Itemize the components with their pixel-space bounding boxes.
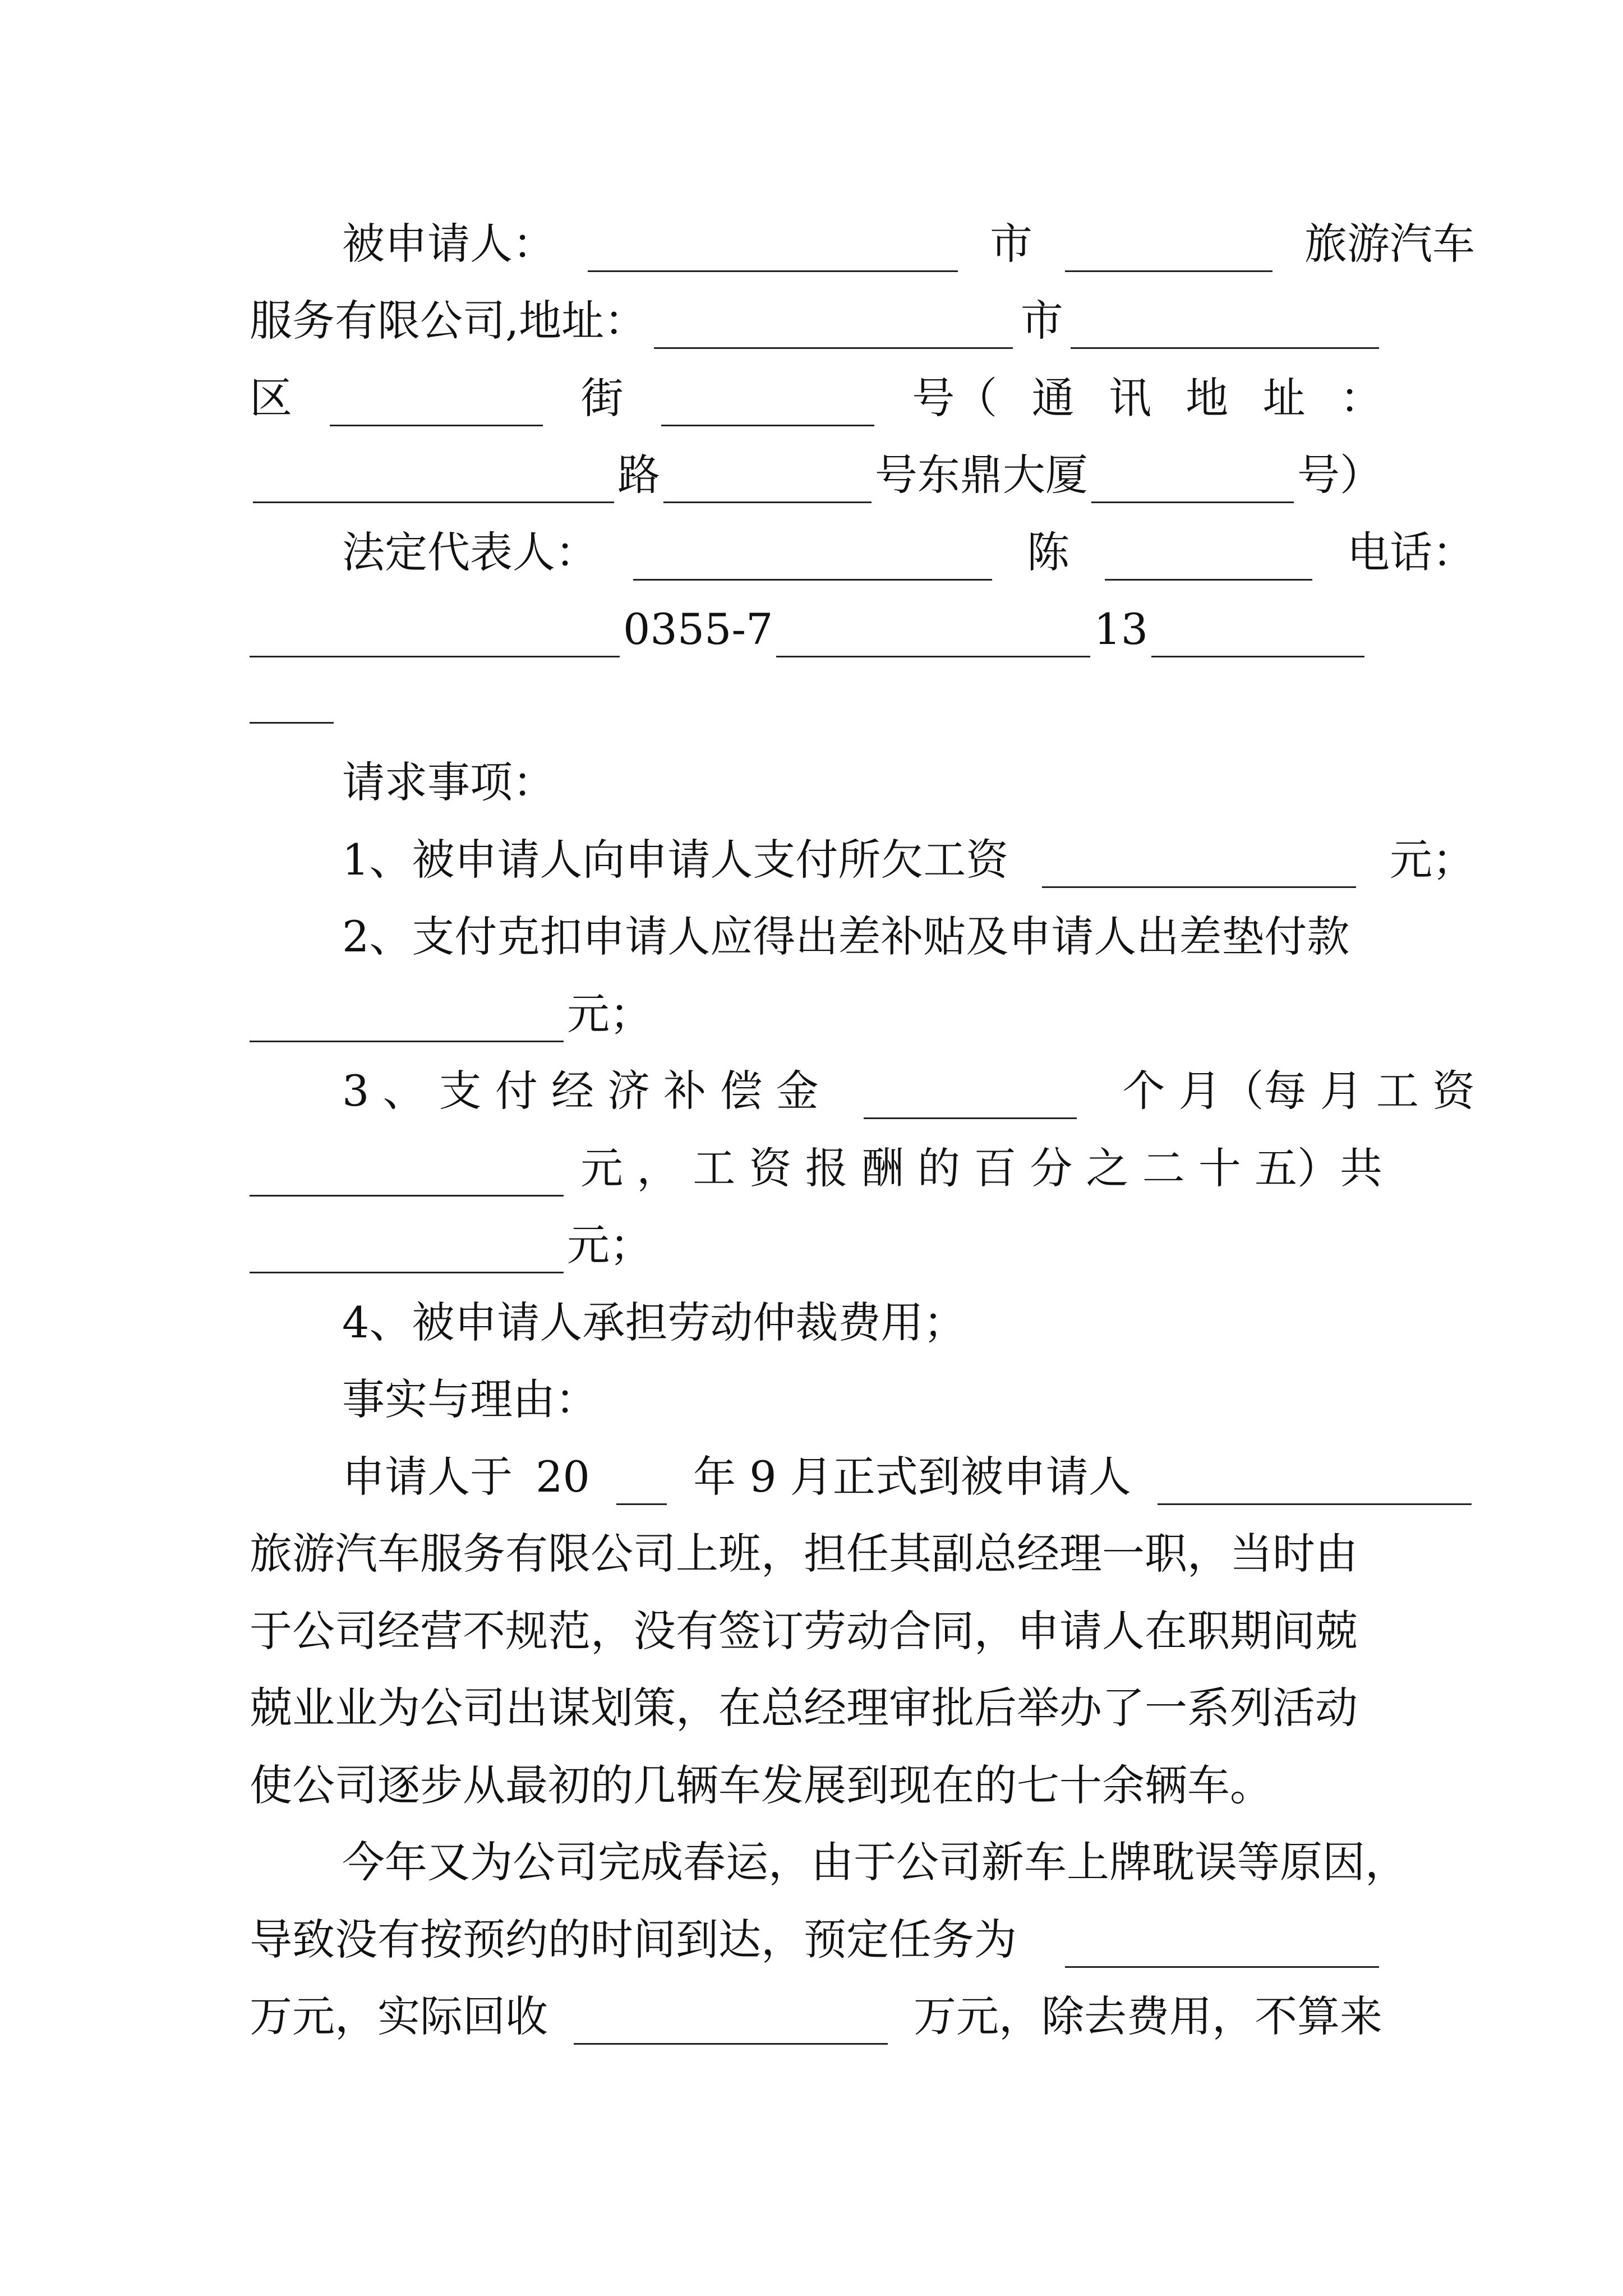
respondent-line-2 xyxy=(250,293,1382,349)
facts-p2-line-1 xyxy=(250,1834,1475,1890)
blank-field xyxy=(661,384,874,426)
blank-field xyxy=(1091,461,1294,503)
facts-p1-year: 20 xyxy=(536,1452,590,1502)
facts-p2-line-1-text: 今年又为公司完成春运，由于公司新车上牌耽误等原因， xyxy=(342,1837,1408,1887)
blank-field xyxy=(250,615,620,657)
request-item-3-line-2 xyxy=(250,1140,1382,1197)
number-open-label: 号（ xyxy=(912,373,998,423)
blank-field xyxy=(250,1154,564,1197)
facts-p1-line-5-text: 使公司逐步从最初的几辆车发展到现在的七十余辆车。 xyxy=(250,1760,1272,1810)
facts-heading xyxy=(250,1372,1475,1428)
facts-p1-line-4-text: 兢业业为公司出谋划策，在总经理审批后举办了一系列活动 xyxy=(250,1683,1358,1733)
city-label: 市 xyxy=(990,219,1032,269)
mobile-prefix: 13 xyxy=(1094,604,1149,654)
facts-p1-line-1 xyxy=(250,1449,1475,1505)
request-item-2-amount xyxy=(250,986,1382,1042)
request-item-1 xyxy=(250,832,1475,888)
respondent-line-3 xyxy=(250,370,1382,426)
respondent-label: 被申请人： xyxy=(342,219,555,269)
facts-p1-line-4 xyxy=(250,1680,1382,1736)
facts-p2-line-3-end: 万元，除去费用，不算来 xyxy=(914,1991,1382,2041)
request-item-3-text: 3 、 支 付 经 济 补 偿 金 xyxy=(342,1066,819,1116)
blank-field xyxy=(250,1231,564,1273)
blank-field xyxy=(1151,615,1364,657)
requests-heading xyxy=(250,754,1475,811)
request-item-1-unit: 元； xyxy=(1389,835,1475,885)
building-label: 号东鼎大厦 xyxy=(874,450,1088,500)
request-item-3-mid: 元 ， 工 资 报 酬 的 百 分 之 二 十 五）共 xyxy=(580,1143,1382,1193)
facts-p2-line-2-text: 导致没有按预约的时间到达，预定任务为 xyxy=(250,1915,1017,1964)
request-item-3-months: 个 月（每 月 工 资 xyxy=(1122,1066,1475,1116)
street-label: 街 xyxy=(580,373,624,423)
facts-p2-line-3 xyxy=(250,1989,1382,2045)
company-suffix: 旅游汽车 xyxy=(1304,219,1475,269)
facts-p1-line-2-text: 旅游汽车服务有限公司上班，担任其副总经理一职，当时由 xyxy=(250,1529,1358,1579)
comm-address-char: 讯 xyxy=(1108,373,1151,423)
blank-field xyxy=(253,461,614,503)
facts-p1-line-2 xyxy=(250,1526,1382,1582)
request-item-4 xyxy=(250,1295,1475,1351)
phone-line-continued xyxy=(250,668,1382,724)
legal-rep-label: 法定代表人： xyxy=(342,527,598,577)
blank-field xyxy=(250,682,334,724)
district-label: 区 xyxy=(250,373,292,423)
company-address-label: 服务有限公司,地址： xyxy=(250,296,647,346)
request-item-3 xyxy=(250,1063,1475,1119)
blank-field xyxy=(250,1000,564,1042)
request-item-3-line-3 xyxy=(250,1217,1382,1273)
number-close-label: 号） xyxy=(1297,450,1382,500)
blank-field xyxy=(330,384,543,426)
facts-p1-line-5 xyxy=(250,1757,1382,1814)
facts-p2-line-2 xyxy=(250,1912,1382,1968)
facts-p1-start: 申请人于 xyxy=(342,1452,513,1502)
phone-line xyxy=(250,601,1382,657)
blank-field xyxy=(1042,846,1356,888)
blank-field xyxy=(1158,1463,1472,1505)
respondent-line-1 xyxy=(250,216,1475,272)
request-item-3-unit: 元； xyxy=(567,1220,652,1270)
request-item-1-text: 1、被申请人向申请人支付所欠工资 xyxy=(342,835,1009,885)
city-label-2: 市 xyxy=(1020,296,1063,346)
facts-p2-line-3-start: 万元，实际回收 xyxy=(250,1991,548,2041)
blank-field xyxy=(663,461,872,503)
phone-label: 电话： xyxy=(1347,527,1475,577)
road-label: 路 xyxy=(617,450,661,500)
requests-heading-text: 请求事项： xyxy=(342,757,555,807)
facts-p1-after-year: 年 9 月正式到被申请人 xyxy=(693,1452,1131,1502)
blank-field xyxy=(654,307,1013,349)
facts-heading-text: 事实与理由： xyxy=(342,1374,598,1424)
request-item-2 xyxy=(250,909,1475,965)
blank-field xyxy=(776,615,1090,657)
blank-field xyxy=(633,539,992,581)
request-item-2-unit: 元； xyxy=(567,989,652,1039)
request-item-4-text: 4、被申请人承担劳动仲裁费用； xyxy=(342,1297,966,1347)
blank-field xyxy=(588,230,958,272)
phone-prefix: 0355-7 xyxy=(623,604,773,654)
facts-p1-line-3-text: 于公司经营不规范，没有签订劳动合同，申请人在职期间兢 xyxy=(250,1606,1358,1656)
request-item-2-text: 2、支付克扣申请人应得出差补贴及申请人出差垫付款 xyxy=(342,912,1350,961)
blank-field xyxy=(1065,230,1272,272)
comm-address-colon: ： xyxy=(1339,373,1382,423)
respondent-line-4 xyxy=(250,447,1382,503)
legal-rep-line xyxy=(250,524,1475,581)
comm-address-char: 通 xyxy=(1031,373,1075,423)
blank-field xyxy=(1065,1926,1379,1968)
blank-field xyxy=(616,1463,667,1505)
blank-field xyxy=(1105,539,1312,581)
comm-address-char: 地 xyxy=(1186,373,1229,423)
blank-field xyxy=(1071,307,1379,349)
facts-p1-line-3 xyxy=(250,1603,1382,1659)
blank-field xyxy=(864,1077,1077,1119)
comm-address-char: 址 xyxy=(1262,373,1306,423)
blank-field xyxy=(574,2003,888,2045)
surname-label: 陈 xyxy=(1027,527,1069,577)
